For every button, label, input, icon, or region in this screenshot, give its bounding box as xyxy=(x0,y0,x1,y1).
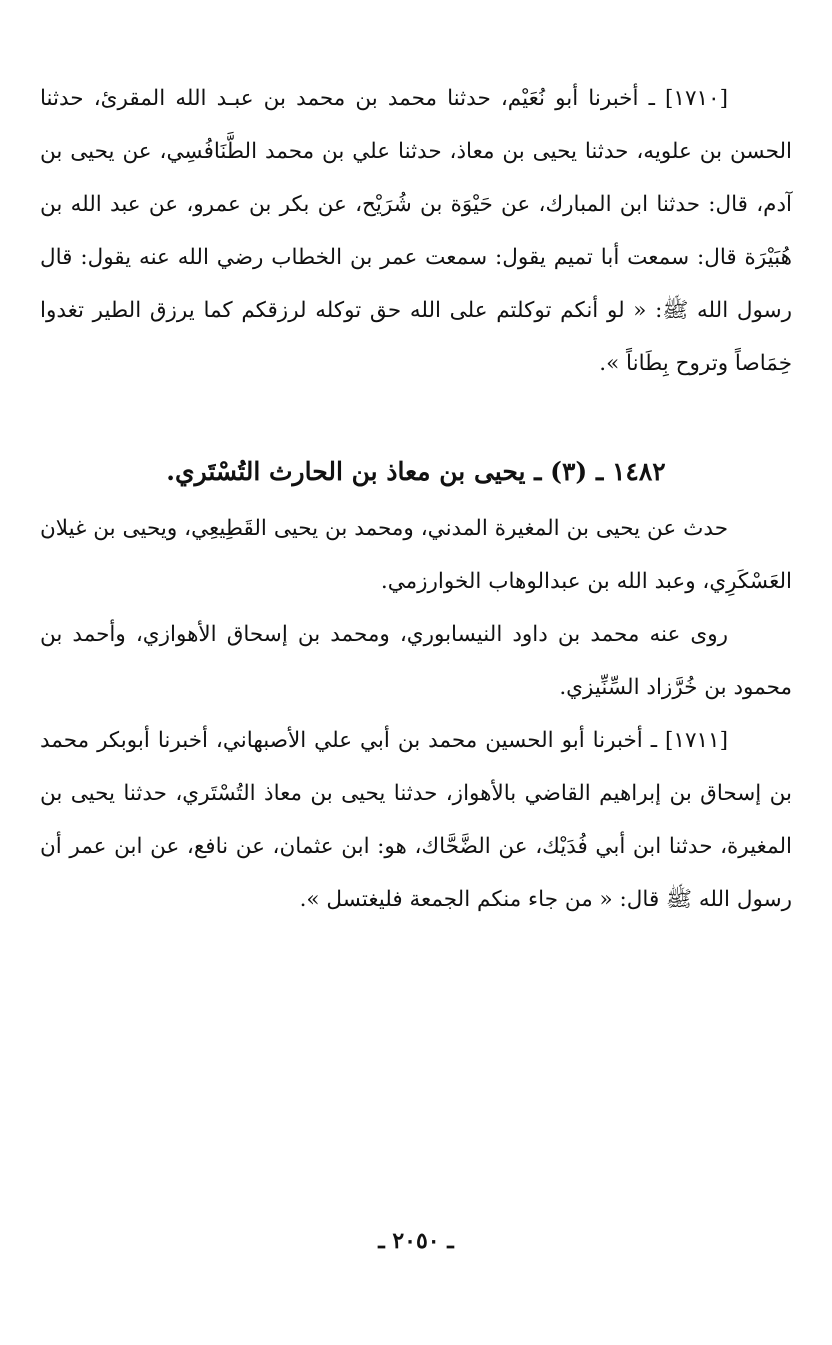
narrated-from-paragraph: حدث عن يحيى بن المغيرة المدني، ومحمد بن يحيى القَطِيعِي، ويحيى بن غيلان العَسْكَرِي، وعبد الله بن عبدالوهاب الخوارزمي. xyxy=(40,516,792,594)
hadith-1710-paragraph: [١٧١٠] ـ أخبرنا أبو نُعَيْم، حدثنا محمد بن محمد بن عبـد الله المقرئ، حدثنا الحسن بن علويه، حدثنا يحيى بن معاذ، حدثنا علي بن محمد الطَّنَافُسِي، عن يحيى بن آدم، قال: حدثنا ابن المبارك، عن حَيْوَة بن شُرَيْح، عن بكر بن عمرو، عن عبد الله بن هُبَيْرَة قال: سمعت أبا تميم يقول: سمعت عمر بن الخطاب رضي الله عنه يقول: قال رسول الله ﷺ: « لو أنكم توكلتم على الله حق توكله لرزقكم كما يرزق الطير تغدوا خِمَاصاً وتروح بِطَاناً ». xyxy=(40,86,792,376)
biography-heading: ١٤٨٢ ـ (٣) ـ يحيى بن معاذ بن الحارث التُسْتَري. xyxy=(166,457,666,486)
narrated-by-paragraph: روى عنه محمد بن داود النيسابوري، ومحمد بن إسحاق الأهوازي، وأحمد بن محمود بن خُرَّزاد السِّنِّيزي. xyxy=(40,622,792,700)
page-number: ـ ٢٠٥٠ ـ xyxy=(378,1228,454,1254)
hadith-1711-paragraph: [١٧١١] ـ أخبرنا أبو الحسين محمد بن أبي علي الأصبهاني، أخبرنا أبوبكر محمد بن إسحاق بن إبراهيم القاضي بالأهواز، حدثنا يحيى بن معاذ التُسْتَري، حدثنا يحيى بن المغيرة، حدثنا ابن أبي فُدَيْك، عن الضَّحَّاك، هو: ابن عثمان، عن نافع، عن ابن عمر أن رسول الله ﷺ قال: « من جاء منكم الجمعة فليغتسل ». xyxy=(40,728,792,912)
page-body xyxy=(40,72,792,926)
